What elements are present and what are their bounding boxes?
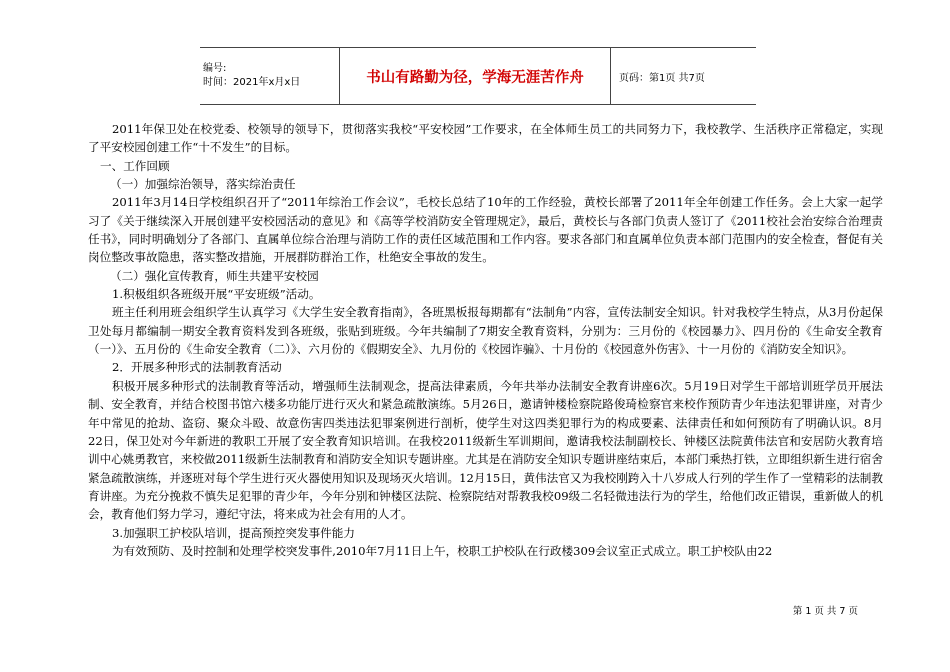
document-number-label: 编号: bbox=[203, 63, 227, 74]
subsection-heading: （一）加强综治领导，落实综治责任 bbox=[110, 177, 296, 192]
subsection-heading: （二）强化宣传教育，师生共建平安校园 bbox=[110, 268, 319, 283]
header-page-number: 页码：第1页 共7页 bbox=[619, 72, 705, 84]
item-heading: 1.积极组织各班级开展“平安班级”活动。 bbox=[112, 287, 321, 302]
paragraph: 2011年3月14日学校组织召开了“2011年综治工作会议”，毛校长总结了10年的工作经验，黄校长部署了2011年全年创建工作任务。会上大家一起学习了《关于继续深入开展创建平安校园活动的意见》和《高等学校消防安全管理规定》，最后，黄校长与各部门负责人签订了《2011校社会治安综合治理责任书》，同时明确划分了各部门、直属单位综合治理与消防工作的责任区域范围和工作内容。要求各部门和直属单位负责本部门范围内的安全检查，督促有关岗位整改事故隐患，落实整改措施，开展群防群治工作，杜绝安全事故的发生。 bbox=[88, 195, 883, 265]
document-date-label: 时间：2021年x月x日 bbox=[203, 77, 301, 88]
paragraph: 积极开展多种形式的法制教育等活动，增强师生法制观念，提高法律素质，今年共举办法制安全教育讲座6次。5月19日对学生干部培训班学员开展法制、安全教育，并结合校图书馆六楼多功能厅进行灭火和紧急疏散演练。5月26日，邀请钟楼检察院路俊琦检察官来校作预防青少年违法犯罪讲座，对青少年中常见的抢劫、盗窃、聚众斗殴、故意伤害四类违法犯罪案例进行剖析，使学生对这四类犯罪行为的构成要素、法律责任和如何预防有了明确认识。8月22日，保卫处对今年新进的教职工开展了安全教育知识培训。在我校2011级新生军训期间，邀请我校法制副校长、钟楼区法院黄伟法官和安居防火教育培训中心姚勇教官，来校做2011级新生法制教育和消防安全知识专题讲座。尤其是在消防安全知识专题讲座结束后，本部门乘热打铁，立即组织新生进行宿舍紧急疏散演练，并逐班对每个学生进行灭火器使用知识及现场灭火培训。12月15日，黄伟法官又为我校刚跨入十八岁成人行列的学生作了一堂精彩的法制教育讲座。为充分挽救不慎失足犯罪的青少年，今年分别和钟楼区法院、检察院结对帮教我校09级二名轻微违法行为的学生，给他们改正错误，重新做人的机会，教育他们努力学习，遵纪守法，将来成为社会有用的人才。 bbox=[88, 378, 883, 522]
item-heading: 3.加强职工护校队培训，提高预控突发事件能力 bbox=[112, 525, 355, 540]
page-footer: 第 1 页 共 7 页 bbox=[792, 606, 858, 617]
header-motto: 书山有路勤为径，学海无涯苦作舟 bbox=[340, 48, 611, 105]
document-body bbox=[88, 120, 883, 560]
section-heading: 一、工作回顾 bbox=[100, 158, 170, 173]
header-meta bbox=[200, 48, 340, 105]
item-heading: 2．开展多种形式的法制教育活动 bbox=[112, 360, 282, 375]
paragraph: 2011年保卫处在校党委、校领导的领导下，贯彻落实我校“平安校园”工作要求，在全体师生员工的共同努力下，我校教学、生活秩序正常稳定，实现了平安校园创建工作“十不发生”的目标。 bbox=[88, 122, 883, 155]
paragraph: 班主任利用班会组织学生认真学习《大学生安全教育指南》，各班黑板报每期都有“法制角”内容，宣传法制安全知识。针对我校学生特点，从3月份起保卫处每月都编制一期安全教育资料发到各班级，张贴到班级。今年共编制了7期安全教育资料，分别为：三月份的《校园暴力》、四月份的《生命安全教育（一）》、五月份的《生命安全教育（二）》、六月份的《假期安全》、九月份的《校园诈骗》、十月份的《校园意外伤害》、十一月份的《消防安全知识》。 bbox=[88, 305, 883, 357]
page-header bbox=[200, 47, 756, 105]
paragraph: 为有效预防、及时控制和处理学校突发事件,2010年7月11日上午，校职工护校队在行政楼309会议室正式成立。职工护校队由22 bbox=[112, 543, 773, 558]
